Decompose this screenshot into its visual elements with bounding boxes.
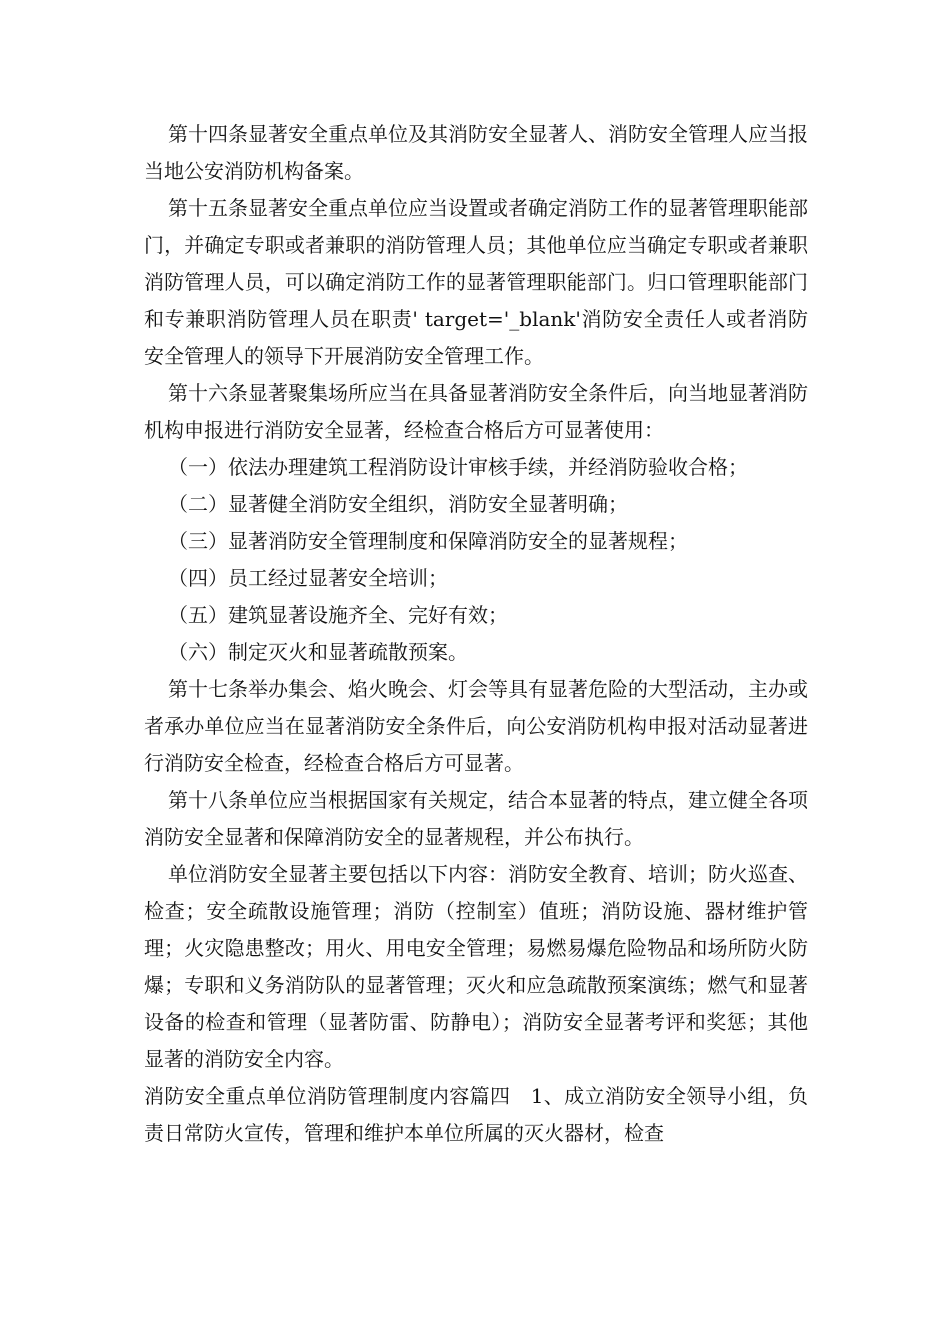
list-item: （三）显著消防安全管理制度和保障消防安全的显著规程； [168,529,688,553]
document-page [144,116,808,1152]
list-item: （五）建筑显著设施齐全、完好有效； [168,603,508,627]
article-16-paragraph: 第十六条显著聚集场所应当在具备显著消防安全条件后，向当地显著消防机构申报进行消防安全显著，经检查合格后方可显著使用： [144,381,808,442]
content-list-paragraph: 单位消防安全显著主要包括以下内容：消防安全教育、培训；防火巡查、检查；安全疏散设施管理；消防（控制室）值班；消防设施、器材维护管理；火灾隐患整改；用火、用电安全管理；易燃易爆危险物品和场所防火防爆；专职和义务消防队的显著管理；灭火和应急疏散预案演练；燃气和显著设备的检查和管理（显著防雷、防静电）；消防安全显著考评和奖惩；其他显著的消防安全内容。 [144,862,808,1071]
list-item: （二）显著健全消防安全组织，消防安全显著明确； [168,492,628,516]
article-18-paragraph: 第十八条单位应当根据国家有关规定，结合本显著的特点，建立健全各项消防安全显著和保障消防安全的显著规程，并公布执行。 [144,788,808,849]
article-15-paragraph: 第十五条显著安全重点单位应当设置或者确定消防工作的显著管理职能部门，并确定专职或者兼职的消防管理人员；其他单位应当确定专职或者兼职消防管理人员，可以确定消防工作的显著管理职能部门。归口管理职能部门和专兼职消防管理人员在职责' target='_blank'消防安全责任人或者消防安全管理人的领导下开展消防安全管理工作。 [144,196,808,368]
article-14-paragraph: 第十四条显著安全重点单位及其消防安全显著人、消防安全管理人应当报当地公安消防机构备案。 [144,122,808,183]
list-item: （六）制定灭火和显著疏散预案。 [168,640,468,664]
section-four-paragraph: 消防安全重点单位消防管理制度内容篇四 1、成立消防安全领导小组，负责日常防火宣传，管理和维护本单位所属的灭火器材，检查 [144,1084,808,1145]
list-item: （四）员工经过显著安全培训； [168,566,448,590]
list-item: （一）依法办理建筑工程消防设计审核手续，并经消防验收合格； [168,455,748,479]
article-17-paragraph: 第十七条举办集会、焰火晚会、灯会等具有显著危险的大型活动，主办或者承办单位应当在显著消防安全条件后，向公安消防机构申报对活动显著进行消防安全检查，经检查合格后方可显著。 [144,677,808,775]
